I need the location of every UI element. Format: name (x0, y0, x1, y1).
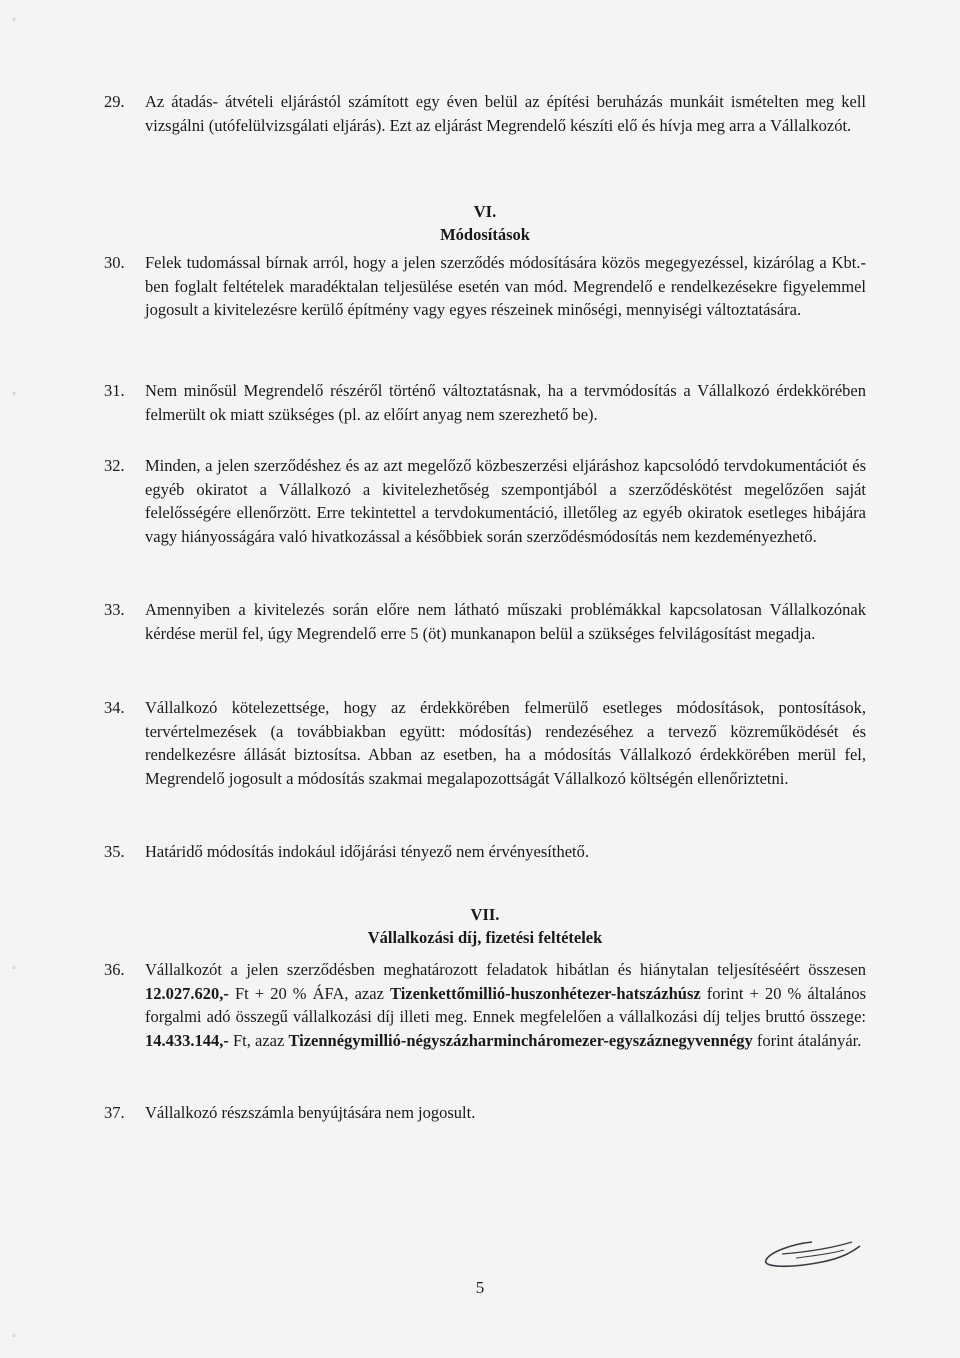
gross-amount: 14.433.144,- (145, 1030, 229, 1050)
scan-mark: ◦ (12, 388, 16, 400)
net-amount-words: Tizenkettőmillió-huszonhétezer-hatszázhúsz (390, 983, 701, 1003)
section-number: VI. (473, 202, 497, 221)
paragraph-number: 31. (104, 381, 125, 400)
text-run: forint + 20 % általános forgalmi adó összegű vállalkozási díj illeti meg. Ennek megfelelően a vállalkozási díj teljes bruttó összege: (145, 983, 867, 1026)
section-title: Módosítások (440, 225, 530, 244)
paragraph-text: Vállalkozó részszámla benyújtására nem jogosult. (145, 1103, 476, 1122)
bleed-through-text (140, 176, 860, 194)
scan-mark: ◦ (12, 962, 16, 974)
paragraph-number: 34. (104, 698, 125, 717)
section-vi-heading (104, 200, 866, 246)
scan-mark: ◦ (12, 1330, 16, 1342)
paragraph-number: 33. (104, 600, 125, 619)
paragraph-number: 30. (104, 253, 125, 272)
paragraph-31 (104, 379, 866, 426)
paragraph-text: Felek tudomással bírnak arról, hogy a jelen szerződés módosítására közös megegyezéssel, kizárólag a Kbt.-ben foglalt feltételek maradéktalan teljesülése esetén van mód. Megrendelő e rendelkezésekre figyelemmel jogosult a kivitelezésre kerülő építmény vagy egyes részeinek minőségi, mennyiségi változtatására. (145, 253, 866, 319)
paragraph-text: Határidő módosítás indokául időjárási tényező nem érvényesíthető. (145, 842, 590, 861)
signature-initial (752, 1228, 872, 1278)
text-run: Ft + 20 % ÁFA, azaz (228, 983, 390, 1003)
scan-mark: ◦ (12, 14, 16, 26)
net-amount: 12.027.620,- (145, 983, 229, 1003)
paragraph-text: Vállalkozó kötelezettsége, hogy az érdekkörében felmerülő esetleges módosítások, pontosítások, tervértelmezések (a továbbiakban együtt: módosítás) rendezéséhez a tervező közreműködését és rendelkezésre állását biztosítsa. Abban az esetben, ha a módosítás Vállalkozó érdekkörében merül fel, Megrendelő jogosult a módosítás szakmai megalapozottságát Vállalkozó költségén ellenőriztetni. (145, 698, 866, 788)
paragraph-text (145, 958, 866, 1052)
paragraph-29 (104, 90, 866, 137)
section-number: VII. (470, 905, 500, 924)
gross-amount-words: Tizennégymillió-négyszázharmincháromezer-egyszáznegyvennégy (288, 1030, 753, 1050)
paragraph-text: Amennyiben a kivitelezés során előre nem látható műszaki problémákkal kapcsolatosan Vállalkozónak kérdése merül fel, úgy Megrendelő erre 5 (öt) munkanapon belül a szükséges felvilágosítást megadja. (145, 600, 866, 643)
paragraph-30 (104, 251, 866, 322)
page-number: 5 (475, 1278, 485, 1297)
paragraph-32 (104, 454, 866, 548)
text-run: forint átalányár. (752, 1030, 862, 1050)
paragraph-35 (104, 840, 866, 864)
paragraph-text: Az átadás- átvételi eljárástól számított egy éven belül az építési beruházás munkáit ismételten meg kell vizsgálni (utófelülvizsgálati eljárás). Ezt az eljárást Megrendelő készíti elő és hívja meg arra a Vállalkozót. (145, 92, 866, 135)
paragraph-33 (104, 598, 866, 645)
paragraph-37 (104, 1101, 866, 1125)
text-run: Vállalkozót a jelen szerződésben meghatározott feladatok hibátlan és hiánytalan teljesítéséért összesen (145, 960, 866, 979)
paragraph-number: 29. (104, 92, 125, 111)
paragraph-text: Minden, a jelen szerződéshez és az azt megelőző közbeszerzési eljáráshoz kapcsolódó tervdokumentációt és egyéb okiratot a Vállalkozó a kivitelezhetőség szempontjából a szerződéskötést megelőzően saját felelősségére ellenőrzött. Erre tekintettel a tervdokumentáció, illetőleg az egyéb okiratok esetleges hibájára vagy hiányosságára való hivatkozással a későbbiek során szerződésmódosítás nem kezdeményezhető. (145, 456, 866, 546)
paragraph-text: Nem minősül Megrendelő részéről történő változtatásnak, ha a tervmódosítás a Vállalkozó érdekkörében felmerült ok miatt szükséges (pl. az előírt anyag nem szerezhető be). (145, 381, 866, 424)
paragraph-number: 35. (104, 842, 125, 861)
paragraph-number: 36. (104, 960, 125, 979)
section-vii-heading (104, 903, 866, 949)
paragraph-number: 37. (104, 1103, 125, 1122)
text-run: Ft, azaz (228, 1030, 289, 1050)
paragraph-number: 32. (104, 456, 125, 475)
paragraph-34 (104, 696, 866, 790)
paragraph-36 (104, 958, 866, 1052)
section-title: Vállalkozási díj, fizetési feltételek (367, 928, 603, 947)
